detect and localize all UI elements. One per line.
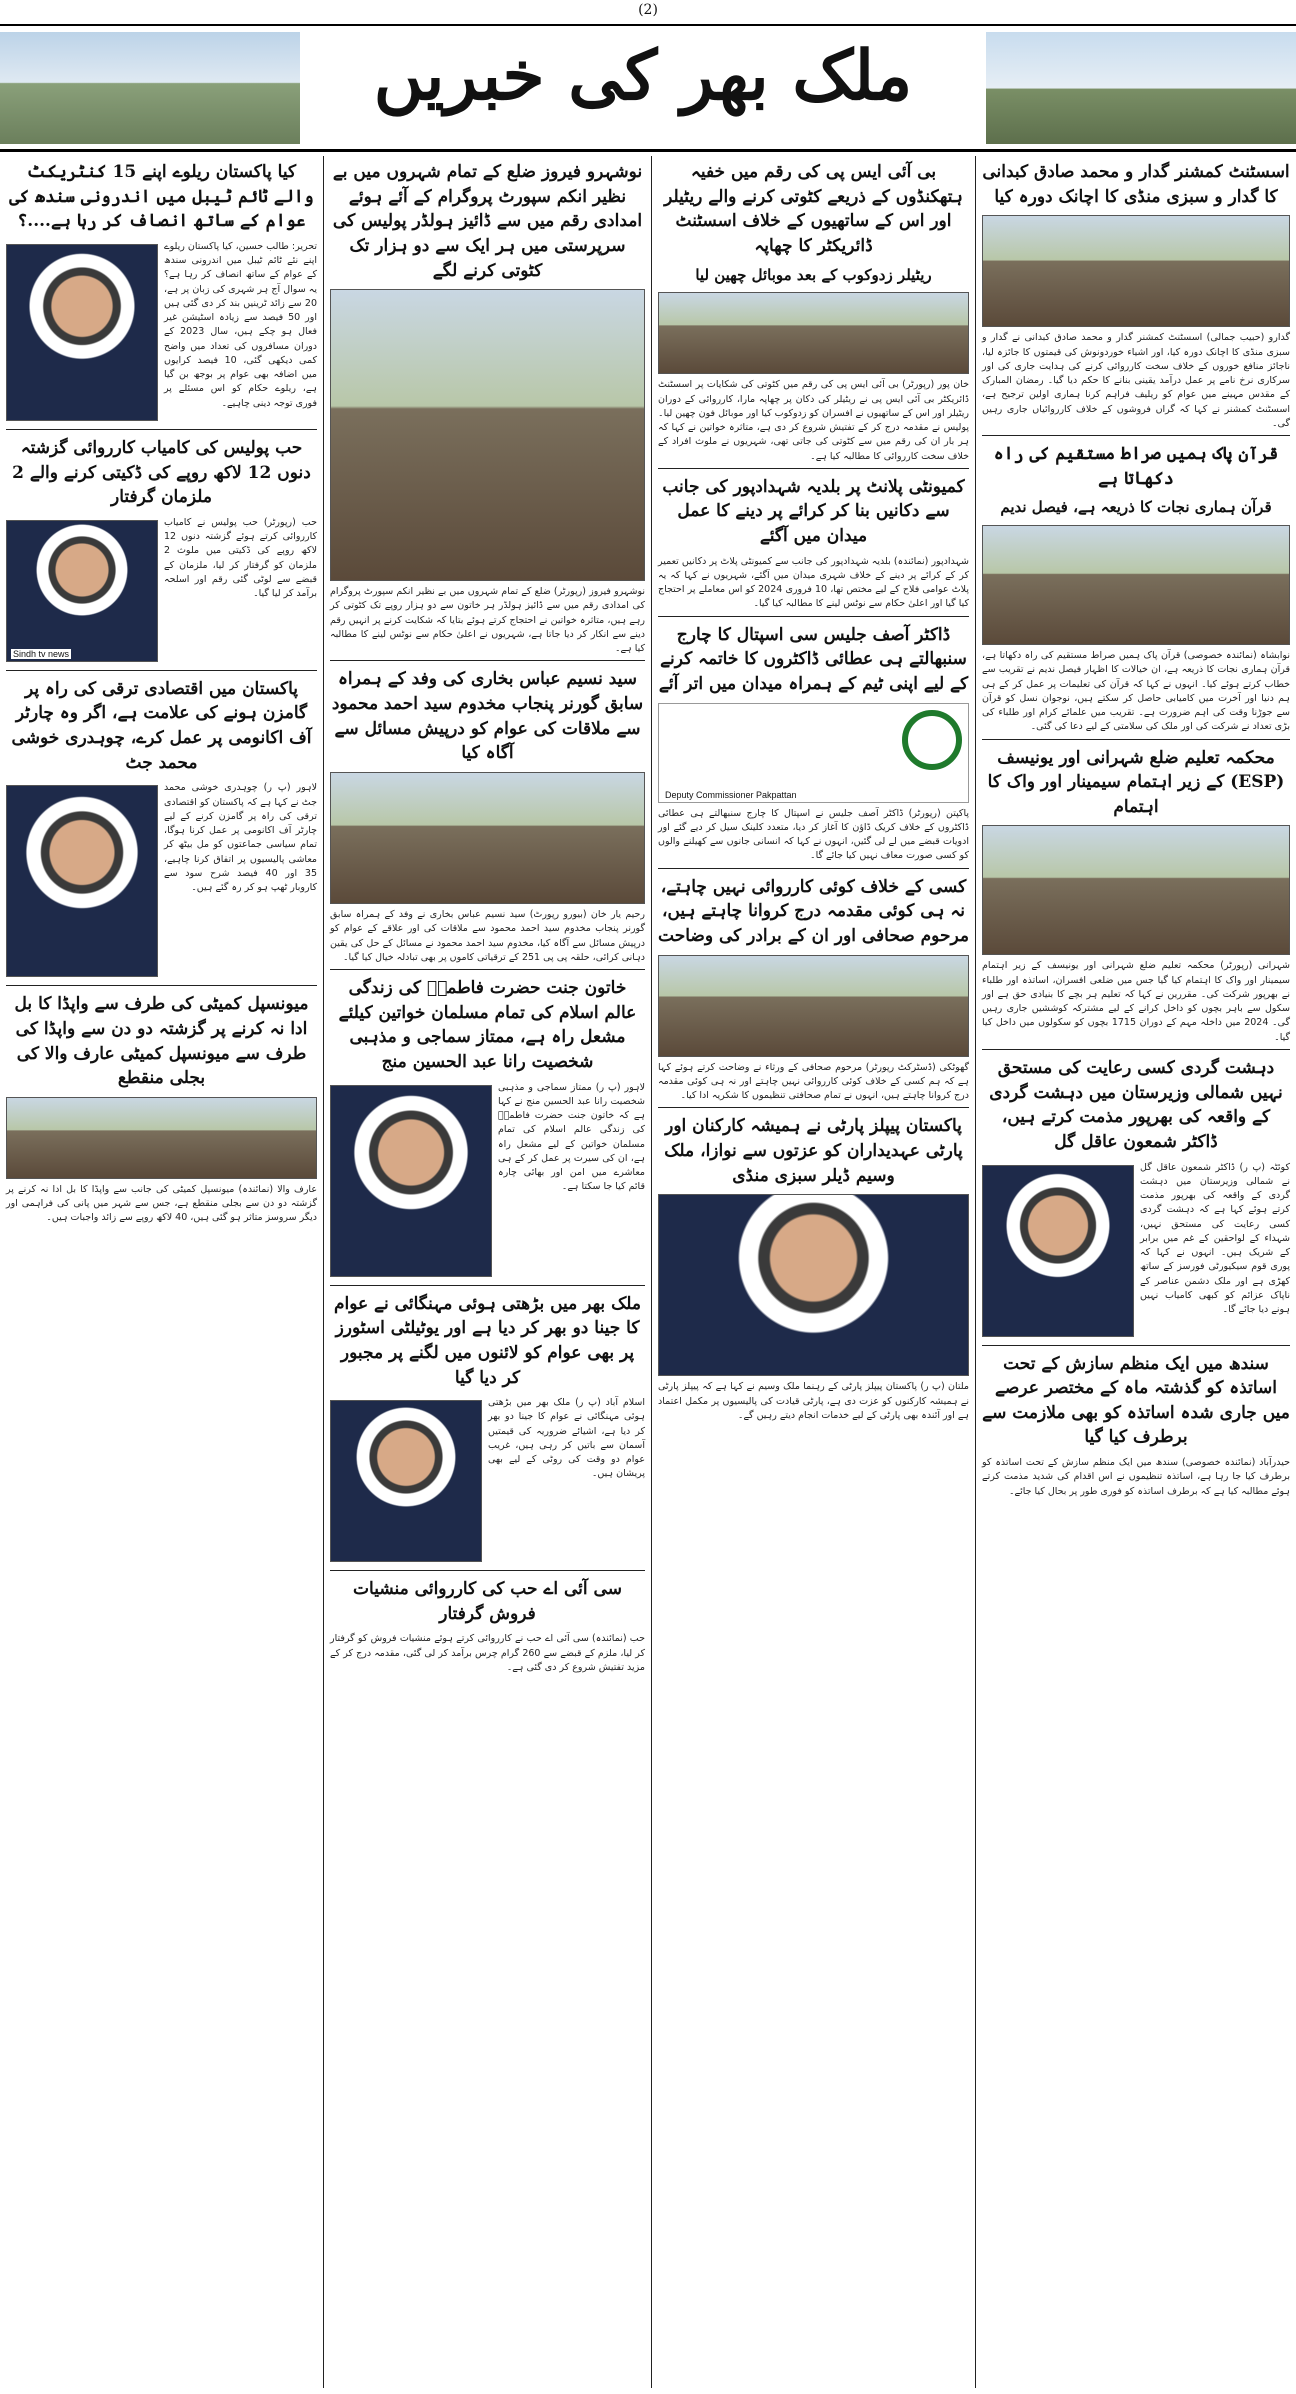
story-cia-hub[interactable] [330,1577,645,1679]
masthead-landmarks-photo-left [0,32,300,144]
story-body: عارف والا (نمائندہ) میونسپل کمیٹی کی جانب سے واپڈا کا بل ادا نہ کرنے پر گزشتہ دو دن سے بجلی منقطع ہے، جس سے شہر میں پانی کی فراہمی اور دیگر سروسز متاثر ہو گئی ہیں، 40 لاکھ روپے سے زائد واجبات ہیں۔ [6,1183,317,1224]
story-inflation[interactable] [330,1292,645,1572]
story-portrait [982,1165,1134,1337]
story-body: نوشہرو فیروز (رپورٹر) ضلع کے تمام شہروں میں بے نظیر انکم سپورٹ پروگرام کی امدادی رقم میں سے ڈائیز ہولڈر ہر خاتون سے دو ہزار روپے تک کٹوتی کر رہے ہیں، متاثرہ خواتین نے احتجاج کرتے ہوئے بتایا کہ شکایت کرنے پر انہیں رقم دینے سے انکار کر دیا جاتا ہے، شہریوں نے اعلیٰ حکام سے نوٹس لینے کا مطالبہ کیا ہے۔ [330,586,645,655]
headline: خاتون جنت حضرت فاطمہؓ کی زندگی عالم اسلام کی تمام مسلمان خواتین کیلئے مشعل راہ ہے، ممتاز سماجی و مذہبی شخصیت رانا عبد الحسین منج [338,978,637,1072]
page-number: (2) [638,2,658,18]
story-body: پاکپتن (رپورٹر) ڈاکٹر آصف جلیس نے اسپتال کا چارج سنبھالتے ہی عطائی ڈاکٹروں کے خلاف کریک ڈاؤن کا آغاز کر دیا، متعدد کلینک سیل کر دیے گئے اور ادویات قبضے میں لے لی گئیں، انہوں نے کہا کہ انسانی جانوں سے کھیلنے والوں کو کسی صورت معاف نہیں کیا جائے گا۔ [658,807,969,862]
masthead-landmarks-photo-right [986,32,1296,144]
story-body: ملتان (پ ر) پاکستان پیپلز پارٹی کے رہنما ملک وسیم نے کہا ہے کہ پیپلز پارٹی نے ہمیشہ کارکنوں کو عزت دی ہے، پارٹی قیادت کی پالیسیوں پر مکمل اعتماد ہے اور آئندہ بھی پارٹی کے لیے خدمات انجام دیتے رہیں گے۔ [658,1381,969,1421]
photo-caption: Deputy Commissioner Pakpattan [665,789,797,800]
story-photo [6,1097,317,1179]
masthead [0,24,1296,152]
story-photo [330,289,645,581]
headline: کیا پاکستان ریلوے اپنے 15 کنٹریکٹ والے ٹائم ٹیبل میں اندرونی سندھ کی عوام کے ساتھ انصاف کر رہا ہے....؟ [9,162,314,232]
story-body: کوئٹہ (پ ر) ڈاکٹر شمعون عاقل گل نے شمالی وزیرستان میں دہشت گردی کے واقعہ کی بھرپور مذمت کرتے ہوئے کہا ہے کہ دہشت گردی کسی رعایت کی مستحق نہیں، شہداء کے لواحقین کے غم میں برابر کے شریک ہیں۔ انہوں نے کہا کہ پوری قوم سیکیورٹی فورسز کے ساتھ کھڑی ہے اور ملک دشمن عناصر کے ناپاک عزائم کو کبھی کامیاب نہیں ہونے دیا جائے گا۔ [1140,1161,1290,1316]
story-body: رحیم یار خان (بیورو رپورٹ) سید نسیم عباس بخاری نے وفد کے ہمراہ سابق گورنر پنجاب مخدوم سید احمد محمود سے ملاقات کی اور علاقے کے عوام کو درپیش مسائل سے آگاہ کیا، مخدوم سید احمد محمود نے مسائل کے حل کی یقین دہانی کرائی، حلقہ پی پی 251 کے ترقیاتی کاموں پر بھی تبادلہ خیال کیا گیا۔ [330,909,645,963]
story-community-plot[interactable] [658,475,969,617]
headline: ملک بھر میں بڑھتی ہوئی مہنگائی نے عوام کا جینا دو بھر کر دیا ہے اور یوٹیلٹی اسٹورز پر بھی عوام کو لائنوں میں لگنے پر مجبور کر دیا گیا [333,1293,642,1388]
story-body: اسلام آباد (پ ر) ملک بھر میں بڑھتی ہوئی مہنگائی نے عوام کا جینا دو بھر کر دیا ہے، اشیائے ضروریہ کی قیمتیں آسمان سے باتیں کر رہی ہیں، غریب عوام دو وقت کی روٹی کے لیے بھی پریشان ہیں۔ [488,1397,645,1480]
headline: بی آئی ایس پی کی رقم میں خفیہ ہتھکنڈوں کے ذریعے کٹوتی کرنے والے ریٹیلر اور اس کے ساتھیوں کے خلاف اسسٹنٹ ڈائریکٹر کا چھاپہ [664,162,963,256]
story-photo [658,1194,969,1376]
headline: حب پولیس کی کامیاب کارروائی گزشتہ دنوں 12 لاکھ روپے کی ڈکیتی کرنے والے 2 ملزمان گرفتار [12,437,311,508]
column-1 [976,156,1296,2388]
story-photo [982,525,1290,645]
story-wapda[interactable] [6,992,317,1229]
subheadline: ریٹیلر زدوکوب کے بعد موبائل چھین لیا [695,265,932,284]
story-photo [330,772,645,904]
story-body: لاہور (پ ر) ممتاز سماجی و مذہبی شخصیت رانا عبد الحسین منج نے کہا ہے کہ خاتون جنت حضرت فاطمہؓ کی زندگی عالم اسلام کی تمام مسلمان خواتین کے لیے مشعل راہ ہے، ان کی سیرت پر عمل کر کے ہی معاشرے میں امن اور بھائی چارہ قائم کیا جا سکتا ہے۔ [498,1081,645,1193]
headline: پاکستان پیپلز پارٹی نے ہمیشہ کارکنان اور پارٹی عہدیداران کو عزتوں سے نوازا، ملک وسیم ڈیلر سبزی منڈی [664,1116,963,1186]
story-body: لاہور (پ ر) چوہدری خوشی محمد جٹ نے کہا ہے کہ پاکستان کو اقتصادی ترقی کی راہ پر گامزن کرنے کے لیے چارٹر آف اکانومی پر عمل کرنا ہوگا، تمام سیاسی جماعتوں کو مل بیٹھ کر معاشی پالیسیوں پر اتفاق کرنا چاہیے، 35 اور 40 فیصد شرح سود سے کاروبار ٹھپ ہو کر رہ گئے ہیں۔ [164,782,318,894]
story-quack-doctors[interactable] [658,623,969,869]
story-body: حب (نمائندہ) سی آئی اے حب نے کارروائی کرتے ہوئے منشیات فروش کو گرفتار کر لیا، ملزم کے قبضے سے 260 گرام چرس برآمد کر لی گئی، مقدمہ درج کر کے مزید تفتیش شروع کر دی گئی ہے۔ [330,1633,645,1673]
story-portrait [330,1400,482,1562]
headline: دہشت گردی کسی رعایت کی مستحق نہیں شمالی وزیرستان میں دہشت گردی کے واقعہ کی بھرپور مذمت کرتے ہیں، ڈاکٹر شمعون عاقل گل [989,1057,1283,1152]
column-divider [323,156,324,2388]
column-3 [324,156,651,2388]
story-terrorism[interactable] [982,1056,1290,1346]
story-hub-police[interactable] [6,436,317,671]
story-teachers[interactable] [982,1352,1290,1503]
story-railways[interactable] [6,160,317,430]
story-ac-visit[interactable] [982,160,1290,436]
column-divider [975,156,976,2388]
story-portrait [6,244,158,421]
story-bisp-deductions[interactable] [330,160,645,661]
headline: ڈاکٹر آصف جلیس سی اسپتال کا چارج سنبھالتے ہی عطائی ڈاکٹروں کا خاتمہ کرنے کے لیے اپنی ٹیم کے ہمراہ میدان میں اتر آئے [658,624,969,695]
story-body: خان پور (رپورٹر) بی آئی ایس پی کی رقم میں کٹوتی کی شکایات پر اسسٹنٹ ڈائریکٹر بی آئی ایس پی نے ریٹیلر کی دکان پر چھاپہ مارا، کارروائی کے دوران ریٹیلر اور اس کے ساتھیوں نے افسران کو زدوکوب کیا اور موبائل فون چھین لیا۔ پولیس نے مقدمہ درج کر کے تفتیش شروع کر دی ہے، متاثرہ خواتین نے کہا کہ ہر بار ان کی رقم میں سے کٹوتی کی جاتی تھی، شہریوں نے ملوث افراد کے خلاف سخت کارروائی کا مطالبہ کیا ہے۔ [658,379,969,462]
story-body: شہدادپور (نمائندہ) بلدیہ شہدادپور کی جانب سے کمیونٹی پلاٹ پر دکانیں تعمیر کر کے کرائے پر دینے کے خلاف شہری میدان میں آگئے، شہریوں نے کہا کہ یہ پلاٹ عوامی فلاح کے لیے مختص تھا، 10 فروری 2024 کو اس معاملے پر احتجاج کیا گیا اور اعلیٰ حکام سے نوٹس لینے کا مطالبہ کیا گیا۔ [658,555,969,610]
column-2 [652,156,975,2388]
headline: محکمہ تعلیم ضلع شہرانی اور یونیسف (ESP) کے زیر اہتمام سیمینار اور واک کا اہتمام [987,747,1285,817]
story-quran[interactable] [982,442,1290,740]
headline: اسسٹنٹ کمشنر گدار و محمد صادق کبدانی کا گدار و سبزی منڈی کا اچانک دورہ کیا [982,162,1290,207]
story-bisp-raid[interactable] [658,160,969,469]
story-photo [658,955,969,1057]
story-body: شہرانی (رپورٹر) محکمہ تعلیم ضلع شہرانی اور یونیسف کے زیر اہتمام سیمینار اور واک کا اہتمام کیا گیا جس میں ضلعی افسران، اساتذہ اور طلباء نے بھرپور شرکت کی۔ مقررین نے کہا کہ تعلیم ہر بچے کا بنیادی حق ہے اور سکول سے باہر بچوں کو داخل کرانے کے لیے مشترکہ کوششیں جاری رہیں گی۔ 2024 میں داخلہ مہم کے دوران 1715 بچوں کو سکولوں میں داخل کیا گیا۔ [982,960,1290,1043]
story-body: حیدرآباد (نمائندہ خصوصی) سندھ میں ایک منظم سازش کے تحت اساتذہ کو برطرف کیا جا رہا ہے، اساتذہ تنظیموں نے اس اقدام کی شدید مذمت کرتے ہوئے مطالبہ کیا ہے کہ برطرف اساتذہ کو فوری طور پر بحال کیا جائے۔ [982,1457,1290,1497]
story-body: تحریر: طالب حسین، کیا پاکستان ریلوے اپنے نئے ٹائم ٹیبل میں اندرونی سندھ کے عوام کے ساتھ انصاف کر رہا ہے؟ یہ سوال آج ہر شہری کی زبان پر ہے، 20 سے زائد ٹرینیں بند کر دی گئی ہیں اور 50 فیصد سے زیادہ اسٹیشن غیر فعال ہو چکے ہیں، سال 2023 کے دوران مسافروں کی تعداد میں واضح کمی دیکھی گئی، 10 فیصد کرایوں میں اضافہ بھی عوام پر بوجھ بن گیا ہے، ریلوے حکام کو اس مسئلے پر فوری توجہ دینی چاہیے۔ [164,240,318,409]
story-education-seminar[interactable] [982,746,1290,1050]
story-body: حب (رپورٹر) حب پولیس نے کامیاب کارروائی کرتے ہوئے گزشتہ دنوں 12 لاکھ روپے کی ڈکیتی میں ملوث 2 ملزمان کو گرفتار کر لیا، ملزمان کے قبضے سے لوٹی گئی رقم اور اسلحہ برآمد کر لیا گیا۔ [164,516,317,600]
photo-caption: Sindh tv news [13,648,70,659]
story-journalist-statement[interactable] [658,875,969,1109]
headline: پاکستان میں اقتصادی ترقی کی راہ پر گامزن ہونے کی علامت ہے، اگر وہ چارٹر آف اکانومی پر عمل کرے، چوہدری خوشی محمد جٹ [11,678,312,773]
headline: کمیونٹی پلانٹ پر بلدیہ شہدادپور کی جانب سے دکانیں بنا کر کرائے پر دینے کا عمل میدان میں آگئے [662,476,965,547]
story-body: گدارو (حبیب جمالی) اسسٹنٹ کمشنر گدار و محمد صادق کبدانی نے گدار و سبزی منڈی کا اچانک دورہ کیا، اور اشیاء خوردونوش کی قیمتوں کا جائزہ لیا، ناجائز منافع خوروں کے خلاف سخت کارروائی کرنے کی ہدایت جاری کی اور سرکاری نرخ نامے پر عمل درآمد یقینی بنانے کا حکم دیا گیا۔ رمضان المبارک کے مقدس مہینے میں عوام کو ریلیف فراہم کرنا ہماری اولین ترجیح ہے، اسسٹنٹ کمشنر نے کہا کہ گراں فروشوں کے خلاف کارروائیاں جاری رہیں گی۔ [982,332,1290,429]
story-economy[interactable] [6,677,317,987]
column-divider [651,156,652,2388]
story-portrait [6,785,158,977]
story-ppp[interactable] [658,1114,969,1427]
story-photo [658,703,969,803]
headline: میونسپل کمیٹی کی طرف سے واپڈا کا بل ادا نہ کرنے پر گزشتہ دو دن سے واپڈا کی طرف سے میونسپل کمیٹی عارف والا کی بجلی منقطع [14,994,309,1089]
headline: سندھ میں ایک منظم سازش کے تحت اساتذہ کو گذشتہ ماہ کے مختصر عرصے میں جاری شدہ اساتذہ کو بھی ملازمت سے برطرف کیا گیا [982,1353,1290,1448]
story-photo [658,292,969,374]
headline: کسی کے خلاف کوئی کارروائی نہیں چاہتے، نہ ہی کوئی مقدمہ درج کروانا چاہتے ہیں، مرحوم صحافی اور ان کے برادر کی وضاحت [658,876,969,946]
story-naseem-abbas[interactable] [330,667,645,970]
column-4 [0,156,323,2388]
story-body: گھوٹکی (ڈسٹرکٹ رپورٹر) مرحوم صحافی کے ورثاء نے وضاحت کرتے ہوئے کہا ہے کہ ہم کسی کے خلاف کوئی کارروائی نہیں چاہتے اور نہ ہی کوئی مقدمہ درج کروانا چاہتے ہیں، انہوں نے تمام صحافتی تنظیموں کا شکریہ ادا کیا۔ [658,1061,969,1102]
subheadline: قرآن ہماری نجات کا ذریعہ ہے، فیصل ندیم [1000,498,1272,517]
headline: سید نسیم عباس بخاری کی وفد کے ہمراہ سابق گورنر پنجاب مخدوم سید احمد محمود سے ملاقات کی عوام کو درپیش مسائل سے آگاہ کیا [331,669,644,764]
story-body: نوابشاہ (نمائندہ خصوصی) قرآن پاک ہمیں صراط مستقیم کی راہ دکھاتا ہے، قرآن ہماری نجات کا ذریعہ ہے، ان خیالات کا اظہار فیصل ندیم نے تقریب سے خطاب کرتے ہوئے کیا۔ انہوں نے کہا کہ قرآن کی تعلیمات پر عمل کر کے ہی ہم دنیا اور آخرت میں کامیابی حاصل کر سکتے ہیں، نوجوان نسل کو قرآن سے جوڑنا وقت کی اہم ضرورت ہے۔ تقریب میں علمائے کرام اور طلباء کی بڑی تعداد نے شرکت کی اور ملک کی سلامتی کے لیے دعا کی گئی۔ [982,650,1290,733]
story-portrait [330,1085,492,1277]
headline: سی آئی اے حب کی کارروائی منشیات فروش گرفتار [353,1579,622,1624]
story-portrait [6,520,158,662]
story-hazrat-fatima[interactable] [330,976,645,1286]
masthead-title: ملک بھر کی خبریں [373,36,913,116]
story-photo [982,215,1290,327]
story-photo [982,825,1290,955]
headline: قرآن پاک ہمیں صراط مستقیم کی راہ دکھاتا ہے [993,444,1279,489]
headline: نوشہرو فیروز ضلع کے تمام شہروں میں بے نظیر انکم سپورٹ پروگرام کے آئے ہوئے امدادی رقم میں سے ڈائیز ہولڈر پولیس کی سرپرستی میں ہر ایک سے دو ہزار تک کٹوتی کرنے لگے [332,162,643,281]
punjab-emblem-icon [902,710,962,770]
